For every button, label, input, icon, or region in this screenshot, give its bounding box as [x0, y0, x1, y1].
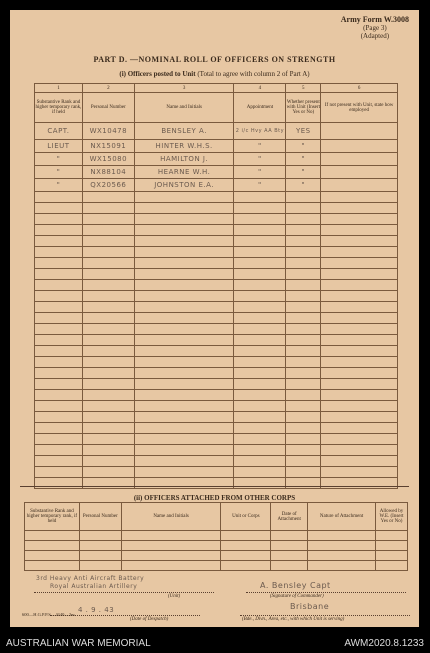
col-header: Unit or Corps [221, 503, 271, 531]
blank-cell [82, 335, 134, 346]
blank-cell [376, 531, 408, 541]
number-cell: WX15080 [82, 153, 134, 166]
blank-cell [308, 541, 376, 551]
blank-cell [286, 434, 321, 445]
blank-cell [308, 561, 376, 571]
column-header-row [35, 93, 398, 123]
blank-cell [321, 423, 398, 434]
blank-cell [321, 269, 398, 280]
blank-row [35, 401, 398, 412]
col-number: 3 [134, 84, 234, 93]
blank-cell [134, 335, 234, 346]
print-code: 600—H.G.P.P.S.—8/40—2m. [22, 612, 76, 617]
blank-cell [82, 390, 134, 401]
blank-cell [234, 335, 286, 346]
officers-attached-table [24, 502, 408, 571]
blank-cell [321, 291, 398, 302]
blank-row [35, 192, 398, 203]
blank-cell [121, 541, 221, 551]
present-cell: " [286, 140, 321, 153]
officers-posted-table [34, 83, 398, 489]
blank-row [25, 531, 408, 541]
signature-handwriting: A. Bensley Capt [260, 581, 331, 590]
blank-cell [234, 258, 286, 269]
blank-cell [35, 269, 83, 280]
blank-row [35, 423, 398, 434]
blank-cell [82, 368, 134, 379]
blank-row [35, 379, 398, 390]
blank-cell [79, 551, 121, 561]
col-header: If not present with Unit, state how employed [321, 93, 398, 123]
present-cell: " [286, 166, 321, 179]
blank-cell [234, 269, 286, 280]
blank-cell [134, 379, 234, 390]
blank-cell [321, 225, 398, 236]
blank-cell [321, 258, 398, 269]
blank-row [35, 324, 398, 335]
col-header: Personal Number [82, 93, 134, 123]
blank-row [35, 225, 398, 236]
rank-cell: CAPT. [35, 123, 83, 140]
blank-cell [35, 225, 83, 236]
blank-cell [286, 324, 321, 335]
blank-cell [35, 368, 83, 379]
blank-cell [35, 423, 83, 434]
blank-cell [134, 456, 234, 467]
form-reference [341, 16, 409, 40]
col-header: Date of Attachment [271, 503, 308, 531]
blank-cell [321, 379, 398, 390]
unit-handwriting-1: 3rd Heavy Anti Aircraft Battery [36, 575, 145, 582]
appointment-cell: " [234, 140, 286, 153]
blank-cell [35, 445, 83, 456]
blank-cell [134, 236, 234, 247]
blank-cell [234, 203, 286, 214]
blank-cell [286, 445, 321, 456]
blank-cell [286, 247, 321, 258]
appointment-cell: 2 i/c Hvy AA Bty [234, 123, 286, 140]
blank-cell [286, 423, 321, 434]
blank-row [35, 258, 398, 269]
blank-cell [25, 541, 80, 551]
name-cell: BENSLEY A. [134, 123, 234, 140]
name-cell: HAMILTON J. [134, 153, 234, 166]
col-header: Allowed by W.E. (Insert Yes or No) [376, 503, 408, 531]
blank-cell [35, 247, 83, 258]
number-cell: QX20566 [82, 179, 134, 192]
date-label: (Date of Despatch) [130, 617, 169, 622]
col-header: Personal Number [79, 503, 121, 531]
blank-cell [321, 346, 398, 357]
section2-title: (ii) OFFICERS ATTACHED FROM OTHER CORPS [133, 494, 296, 502]
col-header: Substantive Rank and higher temporary rank, if held [25, 503, 80, 531]
section1-title-note: (Total to agree with column 2 of Part A) [195, 70, 310, 78]
blank-cell [25, 531, 80, 541]
blank-row [25, 551, 408, 561]
blank-row [35, 269, 398, 280]
blank-cell [321, 368, 398, 379]
blank-cell [121, 531, 221, 541]
blank-cell [321, 302, 398, 313]
column-number-row [35, 84, 398, 93]
blank-cell [234, 379, 286, 390]
blank-cell [134, 401, 234, 412]
blank-cell [134, 346, 234, 357]
blank-cell [221, 551, 271, 561]
blank-cell [82, 456, 134, 467]
blank-cell [321, 445, 398, 456]
blank-cell [82, 467, 134, 478]
page-note: (Page 3) [363, 24, 387, 32]
rank-cell: " [35, 153, 83, 166]
blank-row [35, 203, 398, 214]
blank-cell [82, 357, 134, 368]
blank-cell [134, 291, 234, 302]
blank-cell [234, 192, 286, 203]
blank-cell [221, 541, 271, 551]
number-cell: WX10478 [82, 123, 134, 140]
blank-cell [271, 531, 308, 541]
blank-cell [234, 445, 286, 456]
blank-row [35, 445, 398, 456]
blank-cell [35, 313, 83, 324]
blank-cell [234, 302, 286, 313]
blank-cell [82, 401, 134, 412]
number-cell: NX15091 [82, 140, 134, 153]
blank-cell [35, 291, 83, 302]
signature-line [246, 592, 406, 593]
blank-cell [321, 467, 398, 478]
blank-cell [286, 203, 321, 214]
name-cell: HINTER W.H.S. [134, 140, 234, 153]
col-header: Nature of Attachment [308, 503, 376, 531]
blank-cell [134, 258, 234, 269]
table-row [35, 179, 398, 192]
table-row [35, 123, 398, 140]
blank-cell [286, 357, 321, 368]
blank-cell [286, 225, 321, 236]
employment-cell [321, 166, 398, 179]
blank-cell [321, 324, 398, 335]
blank-cell [234, 368, 286, 379]
blank-row [35, 357, 398, 368]
section1-title-bold: (i) Officers posted to Unit [119, 70, 196, 78]
blank-cell [321, 390, 398, 401]
blank-cell [321, 412, 398, 423]
blank-cell [286, 258, 321, 269]
blank-cell [134, 269, 234, 280]
appointment-cell: " [234, 179, 286, 192]
blank-row [25, 541, 408, 551]
blank-row [35, 335, 398, 346]
blank-row [35, 346, 398, 357]
blank-cell [286, 379, 321, 390]
blank-cell [35, 214, 83, 225]
blank-cell [234, 236, 286, 247]
blank-row [35, 236, 398, 247]
blank-cell [234, 423, 286, 434]
blank-cell [286, 291, 321, 302]
blank-cell [134, 434, 234, 445]
blank-cell [321, 313, 398, 324]
blank-cell [82, 291, 134, 302]
blank-row [35, 390, 398, 401]
blank-cell [82, 445, 134, 456]
present-cell: YES [286, 123, 321, 140]
unit-label: (Unit) [168, 594, 181, 599]
blank-cell [234, 346, 286, 357]
blank-cell [234, 390, 286, 401]
blank-cell [321, 192, 398, 203]
blank-cell [35, 280, 83, 291]
rank-cell: " [35, 179, 83, 192]
blank-cell [134, 357, 234, 368]
blank-cell [286, 412, 321, 423]
blank-cell [286, 390, 321, 401]
unit-line [34, 592, 214, 593]
employment-cell [321, 123, 398, 140]
col-number: 2 [82, 84, 134, 93]
blank-cell [134, 302, 234, 313]
blank-cell [82, 214, 134, 225]
date-handwriting: 4 . 9 . 43 [78, 606, 115, 614]
rank-cell: " [35, 166, 83, 179]
blank-row [35, 291, 398, 302]
appointment-cell: " [234, 153, 286, 166]
blank-cell [234, 357, 286, 368]
place-line [240, 615, 410, 616]
blank-cell [286, 467, 321, 478]
col-number: 4 [234, 84, 286, 93]
blank-cell [321, 434, 398, 445]
blank-row [35, 280, 398, 291]
blank-cell [134, 247, 234, 258]
blank-cell [321, 214, 398, 225]
rank-cell: LIEUT [35, 140, 83, 153]
blank-cell [376, 541, 408, 551]
col-number: 1 [35, 84, 83, 93]
blank-cell [286, 269, 321, 280]
blank-cell [35, 236, 83, 247]
number-cell: NX88104 [82, 166, 134, 179]
blank-row [25, 561, 408, 571]
blank-cell [82, 412, 134, 423]
part-title: PART D. —NOMINAL ROLL OF OFFICERS ON STRENGTH [93, 55, 336, 64]
blank-cell [35, 346, 83, 357]
blank-cell [82, 302, 134, 313]
place-handwriting: Brisbane [290, 602, 330, 611]
blank-cell [221, 561, 271, 571]
blank-cell [234, 214, 286, 225]
blank-cell [234, 456, 286, 467]
blank-cell [82, 236, 134, 247]
blank-cell [35, 412, 83, 423]
col-number: 5 [286, 84, 321, 93]
blank-row [35, 467, 398, 478]
appointment-cell: " [234, 166, 286, 179]
column-header-row [25, 503, 408, 531]
blank-cell [121, 561, 221, 571]
blank-cell [271, 551, 308, 561]
blank-cell [82, 346, 134, 357]
caption-left: AUSTRALIAN WAR MEMORIAL [6, 638, 151, 649]
blank-cell [35, 203, 83, 214]
col-header: Appointment [234, 93, 286, 123]
blank-cell [82, 247, 134, 258]
blank-cell [321, 280, 398, 291]
blank-cell [321, 203, 398, 214]
blank-cell [234, 225, 286, 236]
employment-cell [321, 140, 398, 153]
blank-cell [134, 445, 234, 456]
blank-row [35, 368, 398, 379]
blank-cell [286, 313, 321, 324]
blank-cell [286, 368, 321, 379]
blank-cell [286, 346, 321, 357]
blank-cell [134, 423, 234, 434]
blank-cell [308, 531, 376, 541]
blank-cell [376, 551, 408, 561]
col-header: Substantive Rank and higher temporary rank, if held [35, 93, 83, 123]
blank-cell [35, 302, 83, 313]
col-header: Name and Initials [134, 93, 234, 123]
blank-cell [271, 561, 308, 571]
blank-cell [82, 379, 134, 390]
blank-row [35, 214, 398, 225]
blank-cell [79, 561, 121, 571]
blank-cell [221, 531, 271, 541]
blank-cell [121, 551, 221, 561]
blank-cell [35, 390, 83, 401]
caption-right: AWM2020.8.1233 [344, 638, 424, 649]
name-cell: JOHNSTON E.A. [134, 179, 234, 192]
blank-cell [286, 401, 321, 412]
blank-cell [82, 203, 134, 214]
blank-cell [271, 541, 308, 551]
blank-cell [35, 467, 83, 478]
blank-cell [134, 390, 234, 401]
table-row [35, 140, 398, 153]
document-sheet [10, 10, 419, 627]
blank-row [35, 456, 398, 467]
blank-cell [321, 335, 398, 346]
blank-cell [286, 236, 321, 247]
blank-cell [35, 192, 83, 203]
blank-row [35, 412, 398, 423]
blank-cell [134, 203, 234, 214]
col-number: 6 [321, 84, 398, 93]
blank-cell [79, 541, 121, 551]
blank-cell [134, 324, 234, 335]
blank-cell [286, 280, 321, 291]
blank-cell [234, 324, 286, 335]
blank-cell [234, 434, 286, 445]
blank-cell [286, 335, 321, 346]
blank-cell [82, 225, 134, 236]
blank-cell [286, 192, 321, 203]
blank-cell [134, 467, 234, 478]
present-cell: " [286, 179, 321, 192]
blank-row [35, 247, 398, 258]
blank-cell [321, 236, 398, 247]
blank-cell [376, 561, 408, 571]
blank-cell [35, 401, 83, 412]
blank-cell [321, 247, 398, 258]
table-row [35, 166, 398, 179]
blank-cell [82, 192, 134, 203]
blank-cell [234, 280, 286, 291]
blank-cell [79, 531, 121, 541]
blank-cell [134, 225, 234, 236]
blank-row [35, 434, 398, 445]
blank-cell [308, 551, 376, 561]
blank-cell [234, 247, 286, 258]
blank-cell [82, 313, 134, 324]
blank-cell [321, 401, 398, 412]
col-header: Whether present with Unit (Insert Yes or No) [286, 93, 321, 123]
blank-cell [234, 401, 286, 412]
present-cell: " [286, 153, 321, 166]
blank-cell [82, 423, 134, 434]
employment-cell [321, 179, 398, 192]
blank-row [35, 302, 398, 313]
blank-row [35, 313, 398, 324]
blank-cell [35, 357, 83, 368]
unit-handwriting-2: Royal Australian Artillery [50, 583, 138, 590]
blank-cell [321, 357, 398, 368]
blank-cell [286, 456, 321, 467]
blank-cell [82, 434, 134, 445]
blank-cell [134, 280, 234, 291]
employment-cell [321, 153, 398, 166]
blank-cell [286, 302, 321, 313]
blank-cell [286, 214, 321, 225]
blank-cell [35, 379, 83, 390]
blank-cell [82, 324, 134, 335]
blank-cell [82, 280, 134, 291]
blank-cell [134, 214, 234, 225]
blank-cell [35, 456, 83, 467]
blank-cell [35, 335, 83, 346]
blank-cell [321, 456, 398, 467]
table-row [35, 153, 398, 166]
blank-cell [82, 269, 134, 280]
blank-cell [234, 467, 286, 478]
blank-cell [134, 192, 234, 203]
blank-cell [35, 434, 83, 445]
blank-cell [25, 551, 80, 561]
place-label: (Bde., Divn., Area, etc., with which Unit is serving) [242, 617, 345, 622]
blank-cell [234, 291, 286, 302]
blank-cell [234, 313, 286, 324]
blank-cell [234, 412, 286, 423]
name-cell: HEARNE W.H. [134, 166, 234, 179]
section-divider [20, 486, 409, 487]
blank-cell [134, 313, 234, 324]
blank-cell [134, 412, 234, 423]
blank-cell [82, 258, 134, 269]
col-header: Name and Initials [121, 503, 221, 531]
adapted-note: (Adapted) [360, 32, 390, 40]
form-name: Army Form W.3008 [340, 15, 409, 24]
blank-cell [35, 258, 83, 269]
blank-cell [35, 324, 83, 335]
section1-title [10, 70, 419, 78]
blank-cell [134, 368, 234, 379]
blank-cell [25, 561, 80, 571]
signature-label: (Signature of Commander) [270, 594, 324, 599]
